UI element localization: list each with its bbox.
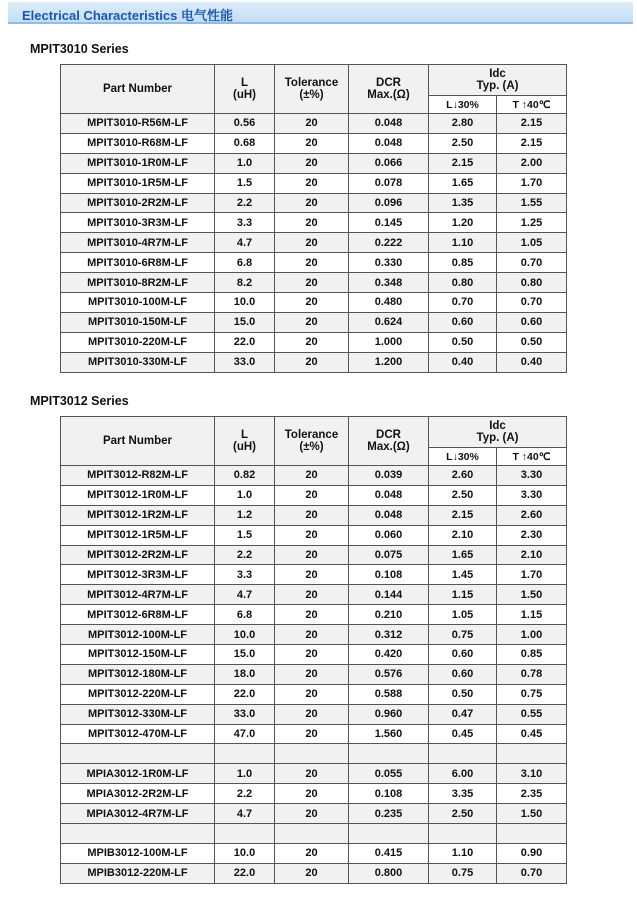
table-row — [61, 585, 567, 605]
table-body — [61, 114, 567, 373]
cell-idc-temp-rise: 3.30 — [497, 466, 567, 486]
cell-dcr: 0.348 — [349, 273, 429, 293]
spacer-cell — [275, 824, 349, 844]
cell-tolerance: 20 — [275, 704, 349, 724]
cell-idc-temp-rise: 2.30 — [497, 525, 567, 545]
cell-part-number: MPIA3012-1R0M-LF — [61, 764, 215, 784]
cell-idc-temp-rise: 3.10 — [497, 764, 567, 784]
spacer-cell — [349, 744, 429, 764]
cell-dcr: 1.000 — [349, 332, 429, 352]
header-inductance: L (uH) — [215, 417, 275, 466]
cell-inductance: 33.0 — [215, 704, 275, 724]
cell-idc-temp-rise: 0.75 — [497, 684, 567, 704]
table-row — [61, 233, 567, 253]
cell-tolerance: 20 — [275, 193, 349, 213]
cell-idc-inductance-drop: 0.47 — [429, 704, 497, 724]
cell-part-number: MPIB3012-220M-LF — [61, 863, 215, 883]
table-row — [61, 253, 567, 273]
cell-idc-inductance-drop: 3.35 — [429, 784, 497, 804]
cell-idc-inductance-drop: 2.10 — [429, 525, 497, 545]
cell-idc-inductance-drop: 0.45 — [429, 724, 497, 744]
cell-idc-temp-rise: 0.45 — [497, 724, 567, 744]
cell-dcr: 1.200 — [349, 352, 429, 372]
cell-idc-inductance-drop: 1.20 — [429, 213, 497, 233]
header-part-number: Part Number — [61, 65, 215, 114]
cell-idc-temp-rise: 2.15 — [497, 114, 567, 134]
table-row — [61, 114, 567, 134]
cell-tolerance: 20 — [275, 352, 349, 372]
table-row — [61, 133, 567, 153]
table-row — [61, 293, 567, 313]
cell-idc-inductance-drop: 2.15 — [429, 153, 497, 173]
cell-inductance: 2.2 — [215, 193, 275, 213]
series-title-mpit3012: MPIT3012 Series — [30, 394, 129, 408]
cell-inductance: 0.68 — [215, 133, 275, 153]
table-row — [61, 173, 567, 193]
cell-tolerance: 20 — [275, 293, 349, 313]
cell-dcr: 0.960 — [349, 704, 429, 724]
cell-part-number: MPIT3010-100M-LF — [61, 293, 215, 313]
cell-tolerance: 20 — [275, 565, 349, 585]
cell-tolerance: 20 — [275, 273, 349, 293]
cell-inductance: 3.3 — [215, 565, 275, 585]
cell-idc-inductance-drop: 1.15 — [429, 585, 497, 605]
cell-inductance: 6.8 — [215, 605, 275, 625]
table-row — [61, 505, 567, 525]
cell-tolerance: 20 — [275, 505, 349, 525]
table-row — [61, 525, 567, 545]
cell-part-number: MPIT3012-1R5M-LF — [61, 525, 215, 545]
spacer-row — [61, 744, 567, 764]
cell-idc-inductance-drop: 1.65 — [429, 173, 497, 193]
cell-idc-inductance-drop: 6.00 — [429, 764, 497, 784]
cell-dcr: 0.075 — [349, 545, 429, 565]
cell-part-number: MPIT3012-2R2M-LF — [61, 545, 215, 565]
cell-dcr: 0.096 — [349, 193, 429, 213]
cell-dcr: 1.560 — [349, 724, 429, 744]
header-idc-inductance-drop: L↓30% — [429, 96, 497, 114]
cell-tolerance: 20 — [275, 645, 349, 665]
cell-part-number: MPIT3012-3R3M-LF — [61, 565, 215, 585]
cell-inductance: 2.2 — [215, 784, 275, 804]
cell-idc-inductance-drop: 1.05 — [429, 605, 497, 625]
cell-dcr: 0.048 — [349, 505, 429, 525]
cell-part-number: MPIT3012-4R7M-LF — [61, 585, 215, 605]
cell-idc-inductance-drop: 2.50 — [429, 133, 497, 153]
cell-tolerance: 20 — [275, 545, 349, 565]
cell-inductance: 1.2 — [215, 505, 275, 525]
cell-idc-inductance-drop: 0.50 — [429, 684, 497, 704]
cell-dcr: 0.048 — [349, 133, 429, 153]
table-row — [61, 684, 567, 704]
cell-inductance: 22.0 — [215, 684, 275, 704]
cell-idc-temp-rise: 1.25 — [497, 213, 567, 233]
spacer-cell — [61, 744, 215, 764]
cell-idc-inductance-drop: 1.65 — [429, 545, 497, 565]
cell-tolerance: 20 — [275, 173, 349, 193]
cell-idc-inductance-drop: 0.60 — [429, 645, 497, 665]
header-idc-temp-rise: T ↑40℃ — [497, 448, 567, 466]
cell-idc-inductance-drop: 2.50 — [429, 804, 497, 824]
header-tolerance: Tolerance (±%) — [275, 65, 349, 114]
cell-idc-temp-rise: 2.00 — [497, 153, 567, 173]
cell-idc-temp-rise: 0.55 — [497, 704, 567, 724]
cell-idc-inductance-drop: 0.75 — [429, 625, 497, 645]
cell-idc-inductance-drop: 1.45 — [429, 565, 497, 585]
cell-inductance: 10.0 — [215, 843, 275, 863]
cell-idc-inductance-drop: 0.75 — [429, 863, 497, 883]
cell-tolerance: 20 — [275, 764, 349, 784]
table-row — [61, 565, 567, 585]
section-banner — [8, 2, 633, 24]
cell-part-number: MPIT3010-1R5M-LF — [61, 173, 215, 193]
cell-inductance: 10.0 — [215, 293, 275, 313]
cell-dcr: 0.800 — [349, 863, 429, 883]
cell-dcr: 0.415 — [349, 843, 429, 863]
spacer-cell — [275, 744, 349, 764]
spacer-cell — [215, 824, 275, 844]
cell-dcr: 0.108 — [349, 565, 429, 585]
cell-dcr: 0.420 — [349, 645, 429, 665]
header-idc: Idc Typ. (A) — [429, 65, 567, 96]
cell-inductance: 1.5 — [215, 525, 275, 545]
cell-inductance: 10.0 — [215, 625, 275, 645]
spec-table-mpit3010 — [60, 64, 567, 373]
cell-inductance: 15.0 — [215, 312, 275, 332]
cell-idc-inductance-drop: 0.85 — [429, 253, 497, 273]
cell-tolerance: 20 — [275, 664, 349, 684]
series-title-mpit3010: MPIT3010 Series — [30, 42, 129, 56]
cell-inductance: 0.56 — [215, 114, 275, 134]
cell-inductance: 15.0 — [215, 645, 275, 665]
cell-idc-temp-rise: 1.00 — [497, 625, 567, 645]
cell-tolerance: 20 — [275, 233, 349, 253]
cell-part-number: MPIT3010-1R0M-LF — [61, 153, 215, 173]
cell-idc-temp-rise: 2.10 — [497, 545, 567, 565]
cell-idc-inductance-drop: 1.35 — [429, 193, 497, 213]
cell-idc-temp-rise: 0.85 — [497, 645, 567, 665]
table-row — [61, 664, 567, 684]
cell-dcr: 0.222 — [349, 233, 429, 253]
cell-part-number: MPIT3012-470M-LF — [61, 724, 215, 744]
cell-dcr: 0.144 — [349, 585, 429, 605]
table-row — [61, 485, 567, 505]
cell-dcr: 0.066 — [349, 153, 429, 173]
cell-inductance: 4.7 — [215, 585, 275, 605]
cell-tolerance: 20 — [275, 724, 349, 744]
cell-idc-inductance-drop: 2.15 — [429, 505, 497, 525]
table-body — [61, 466, 567, 884]
table-row — [61, 704, 567, 724]
cell-tolerance: 20 — [275, 525, 349, 545]
cell-idc-temp-rise: 1.70 — [497, 173, 567, 193]
spacer-cell — [497, 744, 567, 764]
cell-dcr: 0.048 — [349, 114, 429, 134]
header-part-number: Part Number — [61, 417, 215, 466]
cell-tolerance: 20 — [275, 312, 349, 332]
table-row — [61, 645, 567, 665]
cell-tolerance: 20 — [275, 684, 349, 704]
cell-part-number: MPIT3010-R68M-LF — [61, 133, 215, 153]
table-row — [61, 273, 567, 293]
cell-dcr: 0.330 — [349, 253, 429, 273]
cell-inductance: 33.0 — [215, 352, 275, 372]
cell-inductance: 0.82 — [215, 466, 275, 486]
cell-inductance: 1.0 — [215, 764, 275, 784]
cell-part-number: MPIA3012-4R7M-LF — [61, 804, 215, 824]
spacer-row — [61, 824, 567, 844]
cell-inductance: 2.2 — [215, 545, 275, 565]
cell-dcr: 0.624 — [349, 312, 429, 332]
cell-tolerance: 20 — [275, 466, 349, 486]
table-row — [61, 764, 567, 784]
cell-idc-inductance-drop: 1.10 — [429, 233, 497, 253]
spacer-cell — [349, 824, 429, 844]
header-tolerance: Tolerance (±%) — [275, 417, 349, 466]
cell-idc-temp-rise: 0.70 — [497, 293, 567, 313]
cell-dcr: 0.480 — [349, 293, 429, 313]
spacer-cell — [429, 744, 497, 764]
table-row — [61, 193, 567, 213]
cell-inductance: 1.0 — [215, 485, 275, 505]
cell-dcr: 0.145 — [349, 213, 429, 233]
spacer-cell — [497, 824, 567, 844]
cell-dcr: 0.048 — [349, 485, 429, 505]
header-idc: Idc Typ. (A) — [429, 417, 567, 448]
cell-tolerance: 20 — [275, 153, 349, 173]
cell-part-number: MPIT3010-330M-LF — [61, 352, 215, 372]
cell-part-number: MPIT3010-4R7M-LF — [61, 233, 215, 253]
cell-idc-temp-rise: 0.80 — [497, 273, 567, 293]
cell-idc-temp-rise: 2.15 — [497, 133, 567, 153]
cell-part-number: MPIT3012-6R8M-LF — [61, 605, 215, 625]
spec-table-mpit3012 — [60, 416, 567, 884]
cell-dcr: 0.576 — [349, 664, 429, 684]
cell-inductance: 4.7 — [215, 804, 275, 824]
cell-part-number: MPIB3012-100M-LF — [61, 843, 215, 863]
cell-tolerance: 20 — [275, 784, 349, 804]
table-row — [61, 843, 567, 863]
table-row — [61, 332, 567, 352]
cell-part-number: MPIT3012-100M-LF — [61, 625, 215, 645]
cell-idc-temp-rise: 2.60 — [497, 505, 567, 525]
spacer-cell — [61, 824, 215, 844]
cell-inductance: 18.0 — [215, 664, 275, 684]
cell-idc-temp-rise: 0.70 — [497, 253, 567, 273]
cell-part-number: MPIT3012-1R0M-LF — [61, 485, 215, 505]
cell-idc-inductance-drop: 0.50 — [429, 332, 497, 352]
cell-tolerance: 20 — [275, 863, 349, 883]
cell-idc-temp-rise: 0.70 — [497, 863, 567, 883]
cell-tolerance: 20 — [275, 213, 349, 233]
cell-part-number: MPIT3010-6R8M-LF — [61, 253, 215, 273]
table-row — [61, 724, 567, 744]
cell-idc-inductance-drop: 2.50 — [429, 485, 497, 505]
cell-idc-inductance-drop: 1.10 — [429, 843, 497, 863]
cell-idc-inductance-drop: 0.60 — [429, 664, 497, 684]
cell-part-number: MPIT3010-150M-LF — [61, 312, 215, 332]
cell-dcr: 0.312 — [349, 625, 429, 645]
cell-part-number: MPIA3012-2R2M-LF — [61, 784, 215, 804]
cell-idc-temp-rise: 1.70 — [497, 565, 567, 585]
cell-dcr: 0.210 — [349, 605, 429, 625]
cell-idc-temp-rise: 0.40 — [497, 352, 567, 372]
cell-idc-inductance-drop: 0.70 — [429, 293, 497, 313]
table-row — [61, 605, 567, 625]
cell-part-number: MPIT3010-8R2M-LF — [61, 273, 215, 293]
cell-idc-inductance-drop: 2.60 — [429, 466, 497, 486]
cell-dcr: 0.078 — [349, 173, 429, 193]
cell-idc-temp-rise: 1.15 — [497, 605, 567, 625]
cell-inductance: 22.0 — [215, 332, 275, 352]
cell-dcr: 0.055 — [349, 764, 429, 784]
cell-inductance: 22.0 — [215, 863, 275, 883]
cell-tolerance: 20 — [275, 253, 349, 273]
table-row — [61, 213, 567, 233]
cell-inductance: 3.3 — [215, 213, 275, 233]
cell-part-number: MPIT3012-330M-LF — [61, 704, 215, 724]
table-row — [61, 352, 567, 372]
table-row — [61, 804, 567, 824]
cell-part-number: MPIT3012-180M-LF — [61, 664, 215, 684]
cell-part-number: MPIT3012-150M-LF — [61, 645, 215, 665]
header-idc-inductance-drop: L↓30% — [429, 448, 497, 466]
cell-tolerance: 20 — [275, 585, 349, 605]
cell-idc-temp-rise: 1.50 — [497, 585, 567, 605]
cell-dcr: 0.108 — [349, 784, 429, 804]
cell-tolerance: 20 — [275, 114, 349, 134]
cell-idc-temp-rise: 1.50 — [497, 804, 567, 824]
cell-dcr: 0.060 — [349, 525, 429, 545]
header-inductance: L (uH) — [215, 65, 275, 114]
cell-tolerance: 20 — [275, 332, 349, 352]
cell-inductance: 1.5 — [215, 173, 275, 193]
cell-dcr: 0.588 — [349, 684, 429, 704]
cell-inductance: 47.0 — [215, 724, 275, 744]
cell-idc-temp-rise: 0.90 — [497, 843, 567, 863]
header-dcr: DCR Max.(Ω) — [349, 65, 429, 114]
cell-part-number: MPIT3010-3R3M-LF — [61, 213, 215, 233]
cell-tolerance: 20 — [275, 625, 349, 645]
table-row — [61, 784, 567, 804]
banner-title: Electrical Characteristics 电气性能 — [22, 8, 233, 23]
cell-tolerance: 20 — [275, 605, 349, 625]
table-row — [61, 466, 567, 486]
spacer-cell — [215, 744, 275, 764]
cell-idc-temp-rise: 0.50 — [497, 332, 567, 352]
cell-dcr: 0.039 — [349, 466, 429, 486]
cell-idc-temp-rise: 3.30 — [497, 485, 567, 505]
cell-part-number: MPIT3012-1R2M-LF — [61, 505, 215, 525]
cell-tolerance: 20 — [275, 804, 349, 824]
cell-part-number: MPIT3010-220M-LF — [61, 332, 215, 352]
table-row — [61, 153, 567, 173]
spacer-cell — [429, 824, 497, 844]
cell-idc-inductance-drop: 0.80 — [429, 273, 497, 293]
table-row — [61, 312, 567, 332]
header-dcr: DCR Max.(Ω) — [349, 417, 429, 466]
cell-part-number: MPIT3012-R82M-LF — [61, 466, 215, 486]
cell-tolerance: 20 — [275, 133, 349, 153]
table-row — [61, 625, 567, 645]
cell-idc-temp-rise: 1.05 — [497, 233, 567, 253]
cell-tolerance: 20 — [275, 843, 349, 863]
cell-inductance: 8.2 — [215, 273, 275, 293]
cell-idc-temp-rise: 0.60 — [497, 312, 567, 332]
cell-part-number: MPIT3012-220M-LF — [61, 684, 215, 704]
table-row — [61, 863, 567, 883]
cell-idc-temp-rise: 2.35 — [497, 784, 567, 804]
cell-tolerance: 20 — [275, 485, 349, 505]
cell-idc-inductance-drop: 0.40 — [429, 352, 497, 372]
cell-part-number: MPIT3010-R56M-LF — [61, 114, 215, 134]
cell-idc-inductance-drop: 2.80 — [429, 114, 497, 134]
table-row — [61, 545, 567, 565]
cell-idc-inductance-drop: 0.60 — [429, 312, 497, 332]
cell-idc-temp-rise: 0.78 — [497, 664, 567, 684]
cell-inductance: 4.7 — [215, 233, 275, 253]
cell-dcr: 0.235 — [349, 804, 429, 824]
cell-idc-temp-rise: 1.55 — [497, 193, 567, 213]
cell-part-number: MPIT3010-2R2M-LF — [61, 193, 215, 213]
cell-inductance: 6.8 — [215, 253, 275, 273]
header-idc-temp-rise: T ↑40℃ — [497, 96, 567, 114]
cell-inductance: 1.0 — [215, 153, 275, 173]
